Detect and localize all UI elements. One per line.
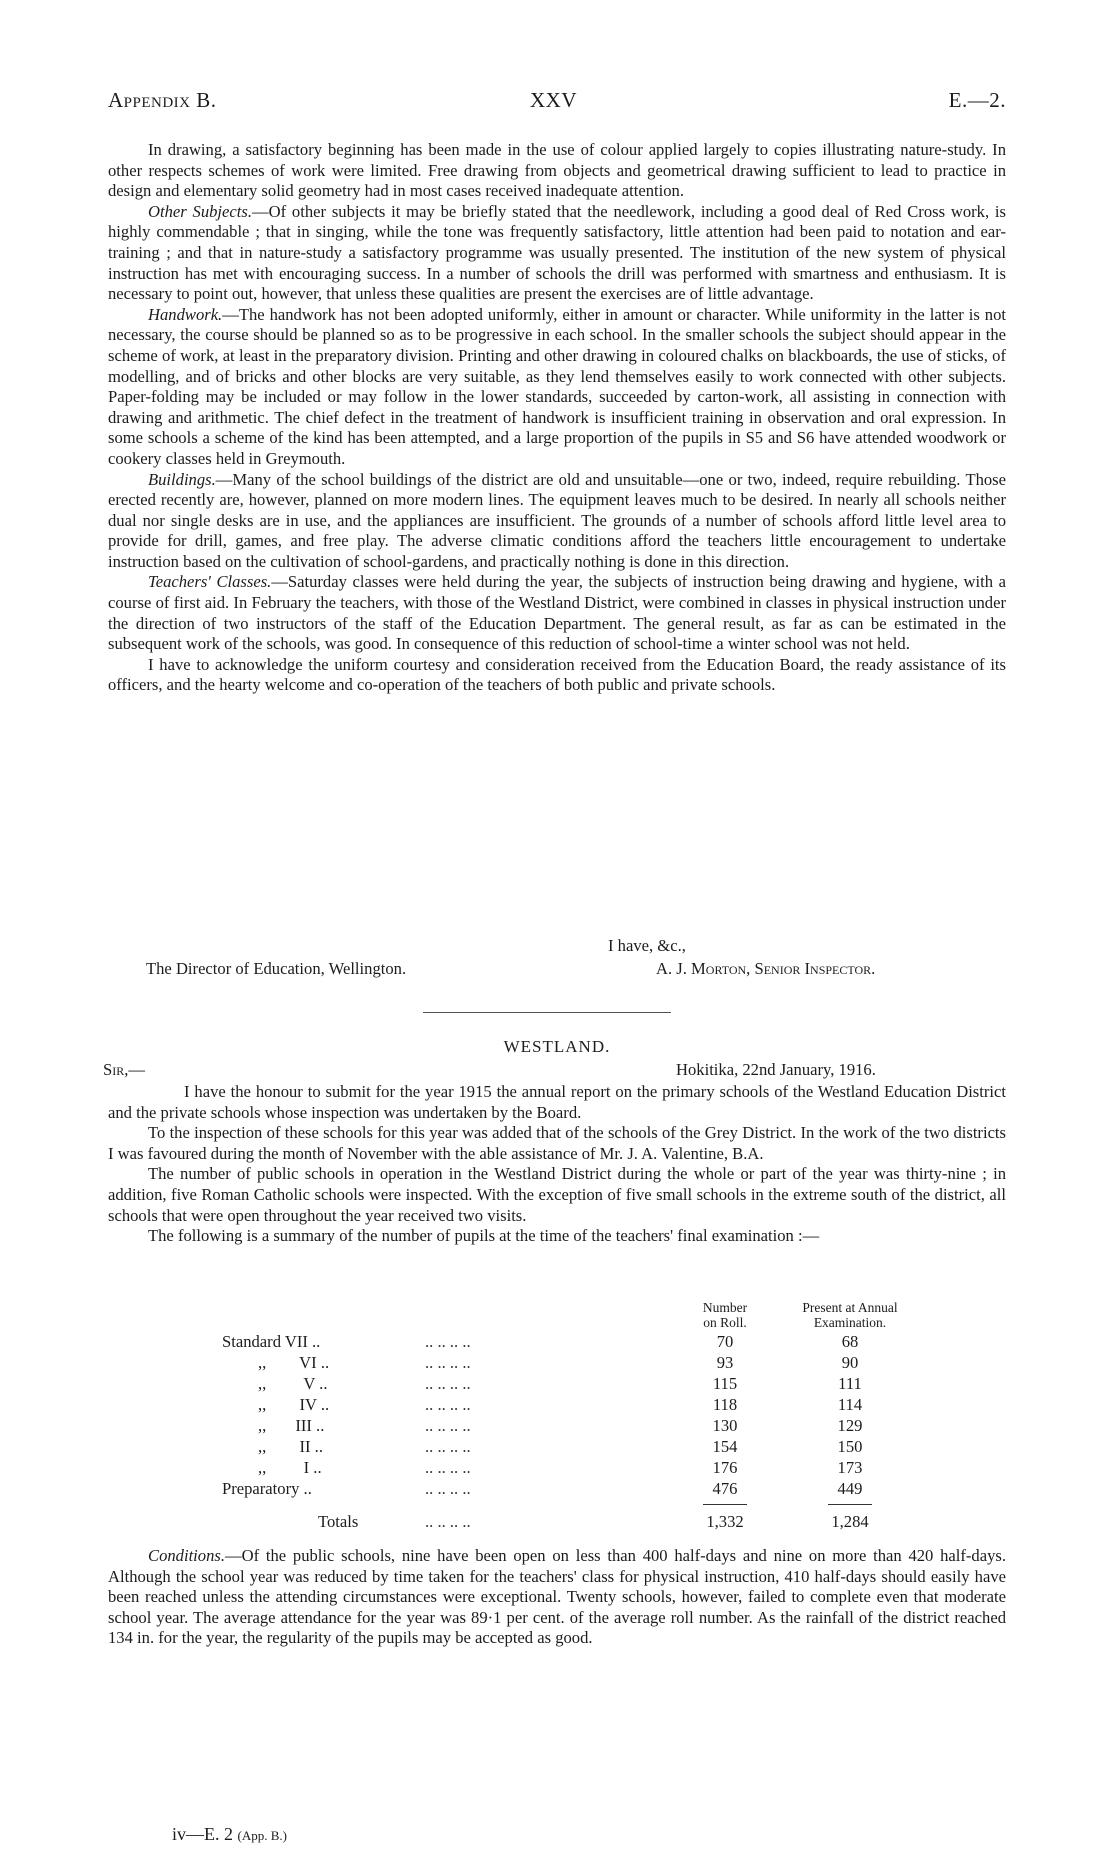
sum-rule-present xyxy=(828,1504,872,1505)
footer-mark: iv—E. 2 (App. B.) xyxy=(172,1824,287,1844)
paragraph-westland-1: I have the honour to submit for the year 1915 the annual report on the primary schools of the Westland Education District and the private schools whose inspection was undertaken by the Board. xyxy=(108,1082,1006,1122)
paragraph-drawing: In drawing, a satisfactory beginning has been made in the use of colour applied largely to copies illustrating nature-study. In other respects schemes of work were limited. Free drawing from objects and geometrical drawing sufficient to lead to practice in design and elementary solid geometry had in most cases received inadequate attention. xyxy=(108,140,1006,201)
signoff-addressee: The Director of Education, Wellington. xyxy=(146,959,407,978)
table-row: Standard VII .. .. .. .. .. 70 68 xyxy=(222,1332,859,1351)
paragraph-westland-4: The following is a summary of the number of pupils at the time of the teachers' final examination :— xyxy=(148,1226,820,1246)
paragraph-teachers-classes: Teachers' Classes.—Saturday classes were held during the year, the subjects of instruction being drawing and hygiene, with a course of first aid. In February the teachers, with those of the Westland District, were combined in classes in physical instruction under the direction of two instructors of the staff of the Education Department. The general result, as far as can be estimated in the subsequent work of the schools, was good. In consequence of this reduction of school-time a winter school was not held. xyxy=(108,572,1007,654)
table-row-totals: Totals .. .. .. .. 1,332 1,284 xyxy=(318,1512,869,1531)
paragraph-handwork: Handwork.—The handwork has not been adopted uniformly, either in amount or character. While uniformity in the latter is not necessary, the course should be planned so as to be progressive in each school. In the smaller schools the subject should appear in the scheme of work, at least in the preparatory division. Printing and other drawing in coloured chalks on blackboards, the use of sticks, of modelling, and of bricks and other blocks are very suitable, as they lend themselves easily to work connected with other subjects. Paper-folding may be included or may follow in the lower standards, succeeded by carton-work, all assisting in connection with drawing and arithmetic. The chief defect in the treatment of handwork is insufficient training in observation and oral expression. In some schools a scheme of the kind has been attempted, and a large proportion of the pupils in S5 and S6 have attended woodwork or cookery classes held in Greymouth. xyxy=(108,304,1006,468)
paragraph-buildings: Buildings.—Many of the school buildings of the district are old and unsuitable—one or two, indeed, require rebuilding. Those erected recently are, however, planned on more modern lines. The equipment leaves much to be desired. In nearly all schools neither dual nor single desks are in use, and the appliances are insufficient. The grounds of a number of schools afford little level area to provide for drill, games, and free play. The adverse climatic conditions afford the teachers little encouragement to undertake instruction based on the cultivation of school-gardens, and practically nothing is done in this direction. xyxy=(108,469,1006,571)
paragraph-conditions: Conditions.—Of the public schools, nine have been open on less than 400 half-days and nine on more than 420 half-days. Although the school year was reduced by time taken for the teachers' class for physical instruction, 410 half-days should easily have been reached unless the attending circumstances were exceptional. Twenty schools, however, failed to complete even that moderate school year. The average attendance for the year was 89·1 per cent. of the average roll number. As the rainfall of the district reached 134 in. for the year, the regularity of the pupils may be accepted as good. xyxy=(108,1546,1006,1648)
paragraph-heading: Handwork. xyxy=(148,304,223,324)
signoff-closing: I have, &c., xyxy=(608,936,686,955)
column-header-roll: Number on Roll. xyxy=(702,1300,748,1330)
conditions-section xyxy=(108,1546,1006,1649)
header-document-code: E.—2. xyxy=(948,88,1006,112)
place-date: Hokitika, 22nd January, 1916. xyxy=(676,1060,876,1079)
paragraph-acknowledgement: I have to acknowledge the uniform courtesy and consideration received from the Education Board, the ready assistance of its officers, and the hearty welcome and co-operation of the teachers of both public and private schools. xyxy=(108,654,1006,695)
paragraph-westland-2: To the inspection of these schools for this year was added that of the schools of the Grey District. In the work of the two districts I was favoured during the month of November with the able assistance of Mr. J. A. Valentine, B.A. xyxy=(108,1123,1006,1163)
column-header-present: Present at Annual Examination. xyxy=(802,1300,898,1330)
westland-intro xyxy=(108,1082,1006,1247)
header-page-number: XXV xyxy=(530,88,577,112)
paragraph-other-subjects: Other Subjects.—Of other subjects it may be briefly stated that the needlework, including a good deal of Red Cross work, is highly commendable ; that in singing, while the tone was frequently satisfactory, little attention had been paid to notation and ear-training ; and that in nature-study a satisfactory programme was usually presented. The institution of the new system of physical instruction has met with encouraging success. In a number of schools the drill was performed with smartness and enthusiasm. It is necessary to point out, however, that unless these qualities are present the exercises are of little advantage. xyxy=(108,201,1007,304)
sum-rule-roll xyxy=(703,1504,747,1505)
report-body-top xyxy=(108,140,1006,696)
signoff-signature: A. J. Morton, Senior Inspector. xyxy=(656,959,876,978)
header-appendix: Appendix B. xyxy=(108,88,217,112)
paragraph-heading: Teachers' Classes. xyxy=(148,572,272,592)
table-row: ,, IV .. .. .. .. .. 118 114 xyxy=(258,1395,863,1414)
salutation: Sir,— xyxy=(103,1060,145,1079)
section-title-westland: WESTLAND. xyxy=(503,1037,611,1056)
section-divider xyxy=(423,1012,671,1013)
paragraph-heading: Conditions. xyxy=(148,1546,225,1565)
table-row: ,, VI .. .. .. .. .. 93 90 xyxy=(258,1353,859,1372)
table-row: Preparatory .. .. .. .. .. 476 449 xyxy=(222,1479,863,1498)
table-row: ,, V .. .. .. .. .. 115 111 xyxy=(258,1374,862,1393)
table-row: ,, II .. .. .. .. .. 154 150 xyxy=(258,1437,863,1456)
paragraph-heading: Buildings. xyxy=(148,469,216,489)
paragraph-westland-3: The number of public schools in operation in the Westland District during the whole or part of the year was thirty-nine ; in addition, five Roman Catholic schools were inspected. With the exception of five small schools in the extreme south of the district, all schools that were open throughout the year received two visits. xyxy=(108,1164,1006,1225)
table-row: ,, I .. .. .. .. .. 176 173 xyxy=(258,1458,863,1477)
table-row: ,, III .. .. .. .. .. 130 129 xyxy=(258,1416,863,1435)
paragraph-heading: Other Subjects. xyxy=(148,201,252,221)
